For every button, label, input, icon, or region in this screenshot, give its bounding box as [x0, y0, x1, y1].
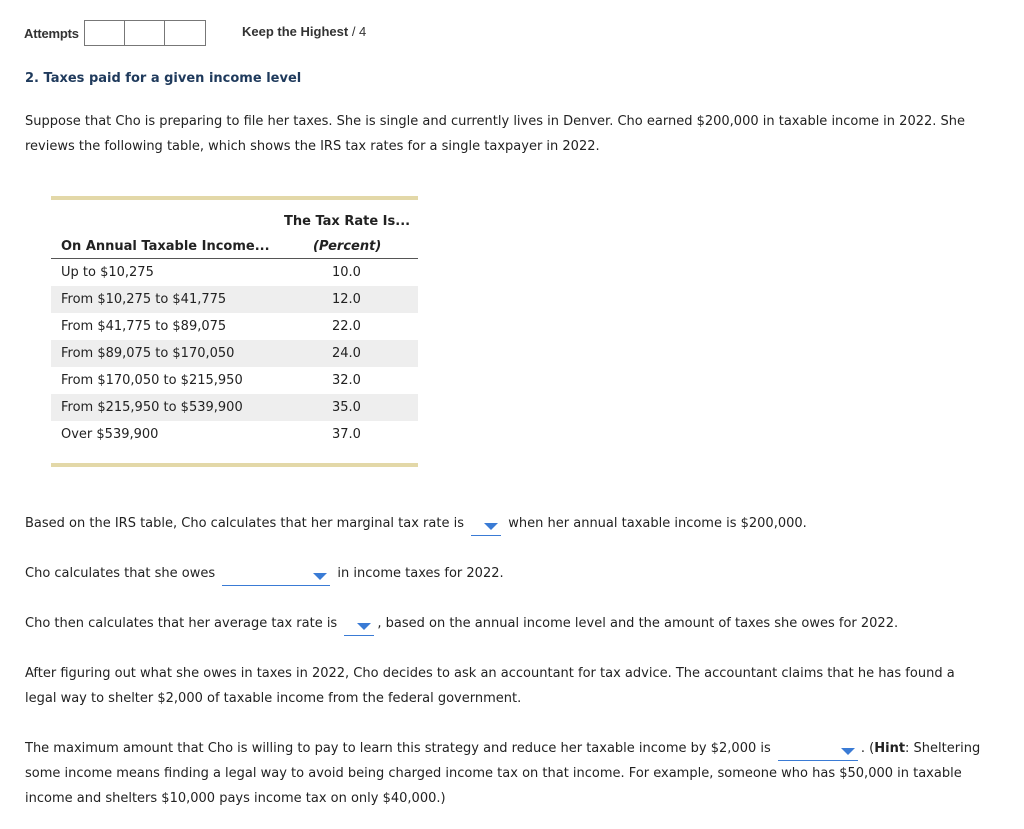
- question-average-rate: [25, 611, 985, 636]
- accountant-text: After figuring out what she owes in taxes in 2022, Cho decides to ask an accountant for tax advice. The accountant claims that he has found a legal way to shelter $2,000 of taxable income from the federal government.: [25, 666, 955, 706]
- caret-down-icon: [357, 623, 371, 630]
- taxes-owed-text-after: in income taxes for 2022.: [337, 566, 504, 581]
- attempt-boxes: [84, 20, 206, 46]
- header-income: On Annual Taxable Income...: [61, 239, 270, 254]
- row-rate: 10.0: [332, 265, 361, 280]
- marginal-rate-text: Based on the IRS table, Cho calculates that her marginal tax rate is: [25, 516, 464, 531]
- table-footer: [51, 448, 418, 463]
- hint-open: . (: [860, 741, 875, 756]
- keep-highest-label: Keep the Highest: [242, 24, 349, 39]
- row-income: From $41,775 to $89,075: [61, 319, 227, 334]
- keep-highest: [242, 24, 366, 39]
- hint-text: : Sheltering some income means finding a legal way to avoid being charged income tax on that income. For example, someone who has $50,000 in taxable income and shelters $10,000 pays income tax on only $40,000.): [25, 741, 981, 806]
- attempt-box: [165, 21, 205, 45]
- question-marginal-rate: [25, 511, 985, 536]
- table-row: [51, 286, 418, 313]
- attempt-box: [85, 21, 125, 45]
- attempts-label: Attempts: [24, 25, 79, 41]
- row-income: Up to $10,275: [61, 265, 154, 280]
- attempt-box: [125, 21, 165, 45]
- row-rate: 37.0: [332, 427, 361, 442]
- table-row: [51, 340, 418, 367]
- row-rate: 24.0: [332, 346, 361, 361]
- average-rate-text: Cho then calculates that her average tax rate is: [25, 616, 338, 631]
- attempts-bar: [24, 20, 206, 46]
- question-accountant: [25, 661, 985, 711]
- keep-highest-suffix: / 4: [351, 24, 367, 39]
- question-taxes-owed: [25, 561, 985, 586]
- willing-to-pay-dropdown[interactable]: [778, 743, 858, 761]
- row-rate: 22.0: [332, 319, 361, 334]
- caret-down-icon: [484, 523, 498, 530]
- tax-rate-table: [51, 196, 418, 467]
- row-income: From $89,075 to $170,050: [61, 346, 235, 361]
- intro-text: Suppose that Cho is preparing to file her taxes. She is single and currently lives in Denver. Cho earned $200,000 in taxable income in 2022. She reviews the following table, which shows the IRS tax rates for a single taxpayer in 2022.: [25, 114, 966, 154]
- marginal-rate-dropdown[interactable]: [471, 518, 501, 536]
- marginal-rate-text-after: when her annual taxable income is $200,000.: [508, 516, 807, 531]
- row-income: From $10,275 to $41,775: [61, 292, 227, 307]
- average-rate-dropdown[interactable]: [344, 618, 374, 636]
- table-row: [51, 394, 418, 421]
- table-row: [51, 259, 418, 286]
- question-title: 2. Taxes paid for a given income level: [25, 71, 302, 86]
- hint-label: Hint: [874, 741, 906, 756]
- caret-down-icon: [841, 748, 855, 755]
- taxes-owed-text: Cho calculates that she owes: [25, 566, 216, 581]
- question-willing-to-pay: [25, 736, 985, 811]
- taxes-owed-dropdown[interactable]: [222, 568, 330, 586]
- table-row: [51, 421, 418, 448]
- question-intro: [25, 109, 985, 159]
- average-rate-text-after: , based on the annual income level and the amount of taxes she owes for 2022.: [377, 616, 899, 631]
- header-rate-unit: (Percent): [313, 239, 382, 254]
- row-income: From $170,050 to $215,950: [61, 373, 243, 388]
- caret-down-icon: [313, 573, 327, 580]
- willing-to-pay-text: The maximum amount that Cho is willing to pay to learn this strategy and reduce her taxable income by $2,000 is: [25, 741, 771, 756]
- row-income: Over $539,900: [61, 427, 159, 442]
- header-rate: The Tax Rate Is...: [284, 214, 411, 229]
- row-income: From $215,950 to $539,900: [61, 400, 243, 415]
- row-rate: 32.0: [332, 373, 361, 388]
- table-row: [51, 367, 418, 394]
- table-header: [51, 200, 418, 259]
- row-rate: 12.0: [332, 292, 361, 307]
- table-row: [51, 313, 418, 340]
- row-rate: 35.0: [332, 400, 361, 415]
